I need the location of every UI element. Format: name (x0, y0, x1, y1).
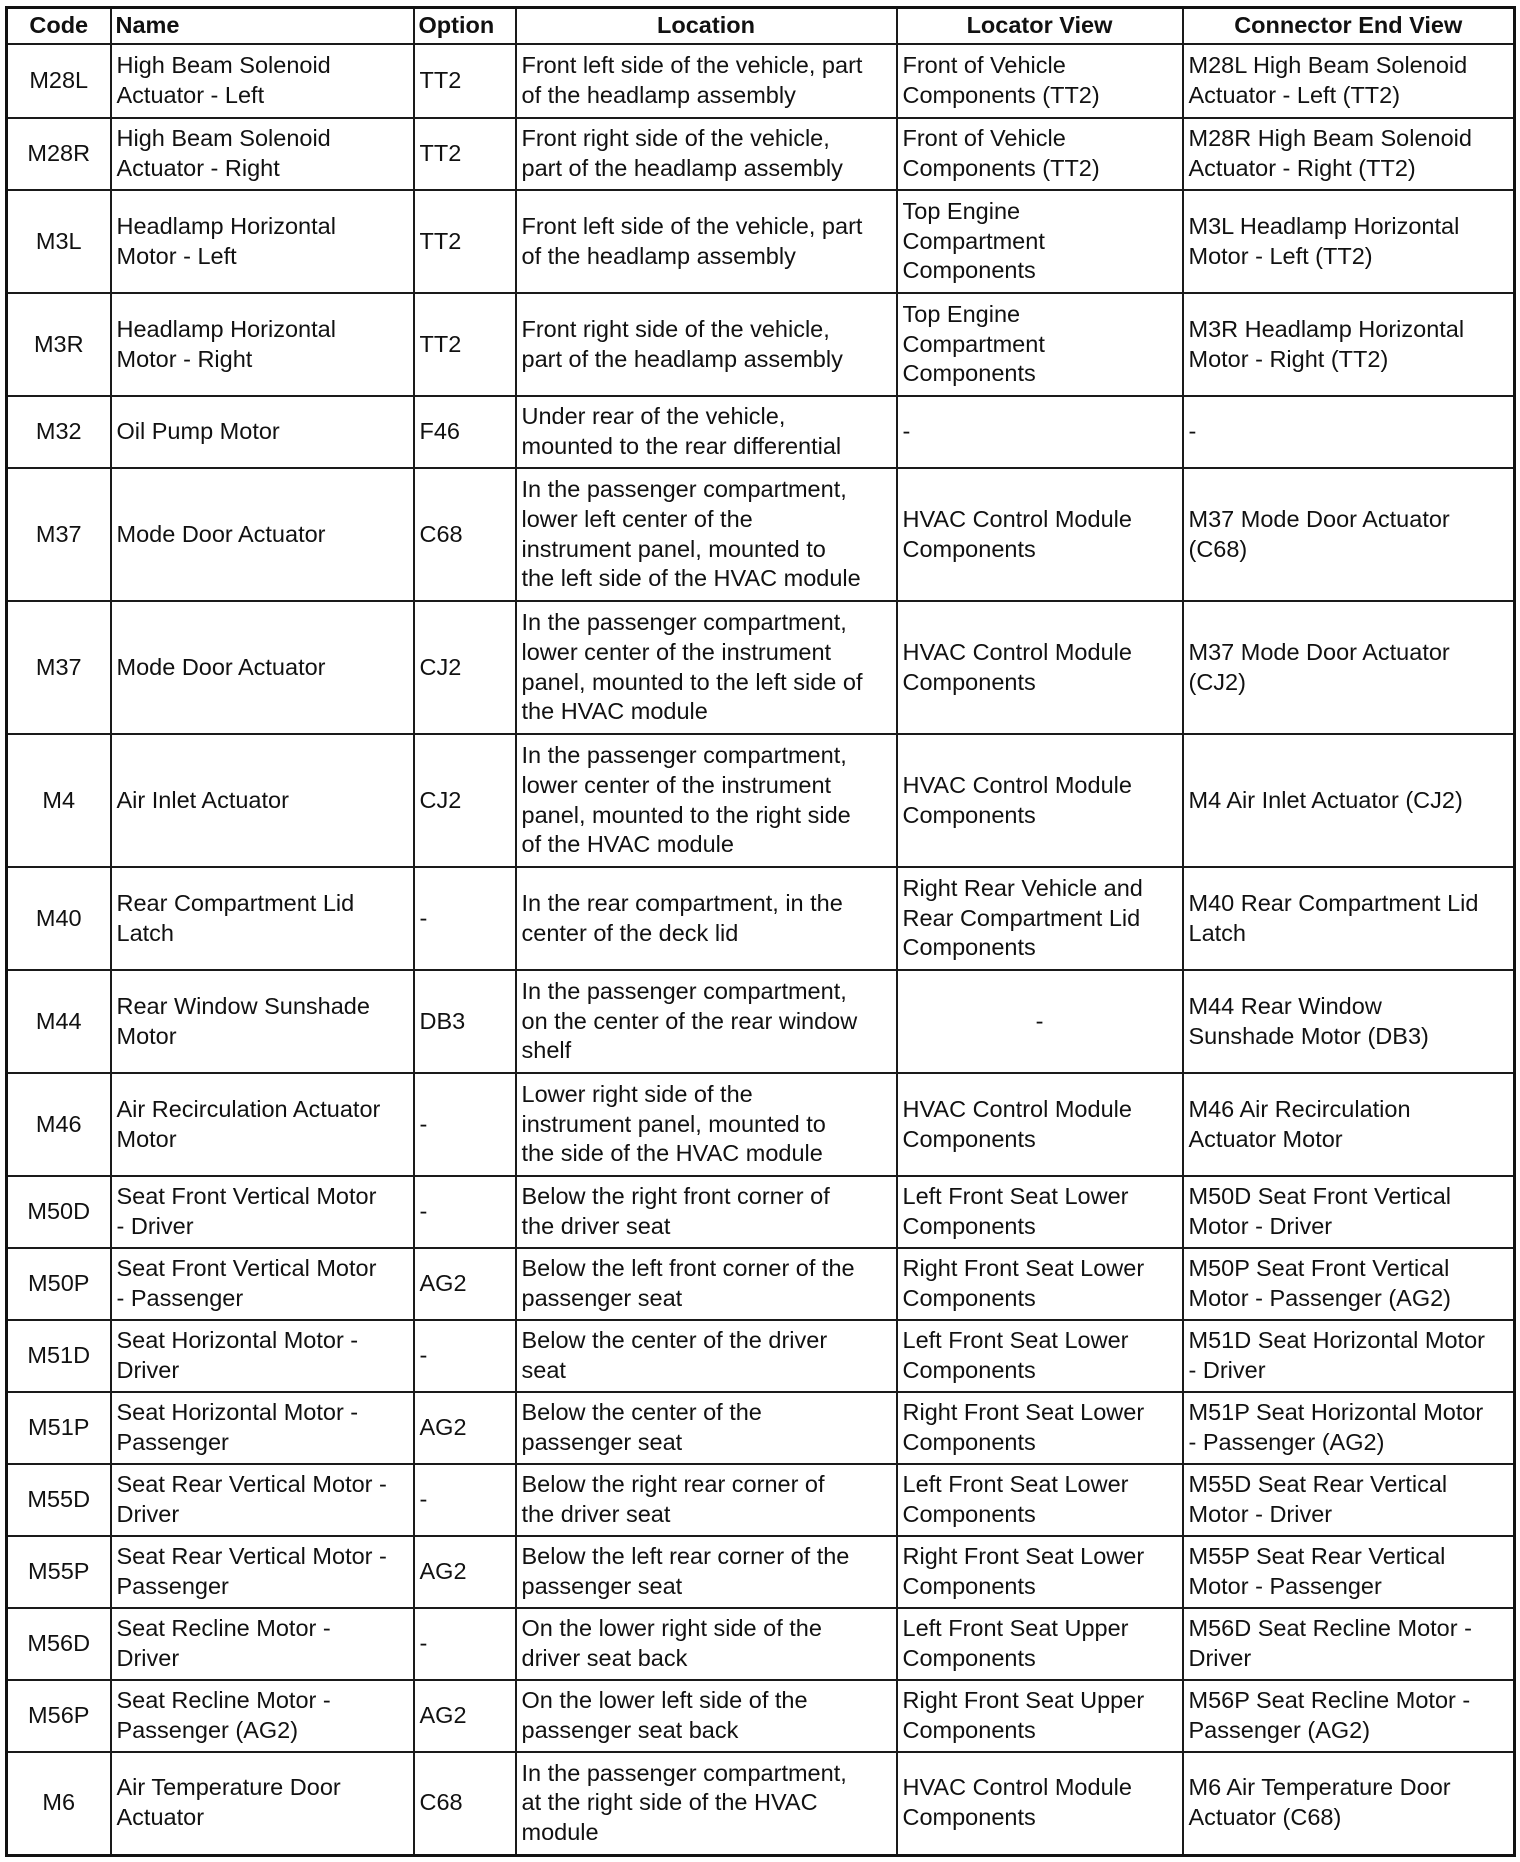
cell-locator-view: Front of Vehicle Components (TT2) (897, 44, 1183, 118)
cell-locator-view: Left Front Seat Lower Components (897, 1320, 1183, 1392)
component-locator-table-container (5, 6, 1516, 1857)
cell-option: F46 (414, 396, 516, 468)
cell-option: AG2 (414, 1680, 516, 1752)
cell-name: Seat Front Vertical Motor - Passenger (111, 1248, 414, 1320)
cell-name: Seat Horizontal Motor - Passenger (111, 1392, 414, 1464)
cell-name: High Beam Solenoid Actuator - Left (111, 44, 414, 118)
cell-locator-view: Right Front Seat Lower Components (897, 1392, 1183, 1464)
cell-locator-view: - (897, 970, 1183, 1073)
cell-locator-view: Front of Vehicle Components (TT2) (897, 118, 1183, 190)
cell-connector-end-view: M56P Seat Recline Motor - Passenger (AG2) (1183, 1680, 1515, 1752)
cell-code: M28R (7, 118, 111, 190)
table-row (7, 1073, 1515, 1176)
cell-locator-view: HVAC Control Module Components (897, 1073, 1183, 1176)
cell-locator-view: Left Front Seat Upper Components (897, 1608, 1183, 1680)
cell-option: AG2 (414, 1392, 516, 1464)
cell-location: Below the right rear corner of the driver seat (516, 1464, 897, 1536)
cell-code: M3L (7, 190, 111, 293)
cell-option: TT2 (414, 293, 516, 396)
cell-connector-end-view: M4 Air Inlet Actuator (CJ2) (1183, 734, 1515, 867)
cell-connector-end-view: M3R Headlamp Horizontal Motor - Right (TT2) (1183, 293, 1515, 396)
cell-connector-end-view: M55D Seat Rear Vertical Motor - Driver (1183, 1464, 1515, 1536)
cell-option: - (414, 867, 516, 970)
header-code: Code (7, 8, 111, 45)
cell-option: - (414, 1073, 516, 1176)
table-row (7, 1248, 1515, 1320)
cell-location: Below the center of the passenger seat (516, 1392, 897, 1464)
cell-connector-end-view: M51D Seat Horizontal Motor - Driver (1183, 1320, 1515, 1392)
cell-name: Mode Door Actuator (111, 601, 414, 734)
cell-connector-end-view: M46 Air Recirculation Actuator Motor (1183, 1073, 1515, 1176)
cell-location: In the passenger compartment, lower left center of the instrument panel, mounted to the left side of the HVAC module (516, 468, 897, 601)
cell-locator-view: Left Front Seat Lower Components (897, 1176, 1183, 1248)
cell-location: On the lower left side of the passenger seat back (516, 1680, 897, 1752)
cell-connector-end-view: M51P Seat Horizontal Motor - Passenger (AG2) (1183, 1392, 1515, 1464)
cell-location: Under rear of the vehicle, mounted to the rear differential (516, 396, 897, 468)
cell-option: AG2 (414, 1248, 516, 1320)
cell-connector-end-view: M28L High Beam Solenoid Actuator - Left (TT2) (1183, 44, 1515, 118)
cell-name: High Beam Solenoid Actuator - Right (111, 118, 414, 190)
header-locator-view: Locator View (897, 8, 1183, 45)
cell-location: Lower right side of the instrument panel, mounted to the side of the HVAC module (516, 1073, 897, 1176)
cell-locator-view: - (897, 396, 1183, 468)
cell-option: - (414, 1608, 516, 1680)
cell-code: M44 (7, 970, 111, 1073)
cell-code: M40 (7, 867, 111, 970)
table-row (7, 601, 1515, 734)
cell-connector-end-view: M56D Seat Recline Motor - Driver (1183, 1608, 1515, 1680)
cell-code: M50P (7, 1248, 111, 1320)
header-name: Name (111, 8, 414, 45)
cell-code: M28L (7, 44, 111, 118)
table-header (7, 8, 1515, 45)
cell-locator-view: HVAC Control Module Components (897, 734, 1183, 867)
table-row (7, 867, 1515, 970)
cell-location: Front right side of the vehicle, part of the headlamp assembly (516, 293, 897, 396)
table-body (7, 44, 1515, 1855)
cell-option: - (414, 1320, 516, 1392)
cell-option: AG2 (414, 1536, 516, 1608)
cell-code: M50D (7, 1176, 111, 1248)
table-row (7, 734, 1515, 867)
table-row (7, 190, 1515, 293)
table-row (7, 44, 1515, 118)
cell-location: In the passenger compartment, on the center of the rear window shelf (516, 970, 897, 1073)
cell-connector-end-view: - (1183, 396, 1515, 468)
cell-connector-end-view: M44 Rear Window Sunshade Motor (DB3) (1183, 970, 1515, 1073)
cell-name: Seat Recline Motor - Driver (111, 1608, 414, 1680)
cell-option: CJ2 (414, 734, 516, 867)
header-location: Location (516, 8, 897, 45)
cell-code: M55P (7, 1536, 111, 1608)
cell-code: M3R (7, 293, 111, 396)
cell-code: M56D (7, 1608, 111, 1680)
table-row (7, 396, 1515, 468)
cell-connector-end-view: M50D Seat Front Vertical Motor - Driver (1183, 1176, 1515, 1248)
table-row (7, 1464, 1515, 1536)
cell-connector-end-view: M40 Rear Compartment Lid Latch (1183, 867, 1515, 970)
cell-locator-view: Top Engine Compartment Components (897, 190, 1183, 293)
cell-location: In the passenger compartment, lower center of the instrument panel, mounted to the left side of the HVAC module (516, 601, 897, 734)
cell-locator-view: HVAC Control Module Components (897, 601, 1183, 734)
cell-code: M51P (7, 1392, 111, 1464)
cell-locator-view: Right Front Seat Upper Components (897, 1680, 1183, 1752)
cell-option: TT2 (414, 190, 516, 293)
table-row (7, 1320, 1515, 1392)
cell-code: M6 (7, 1752, 111, 1855)
cell-code: M55D (7, 1464, 111, 1536)
table-row (7, 118, 1515, 190)
cell-option: TT2 (414, 44, 516, 118)
table-row (7, 970, 1515, 1073)
cell-locator-view: HVAC Control Module Components (897, 468, 1183, 601)
cell-option: DB3 (414, 970, 516, 1073)
cell-location: Below the left front corner of the passenger seat (516, 1248, 897, 1320)
cell-location: Front left side of the vehicle, part of the headlamp assembly (516, 44, 897, 118)
cell-location: Front left side of the vehicle, part of the headlamp assembly (516, 190, 897, 293)
cell-option: TT2 (414, 118, 516, 190)
cell-code: M37 (7, 468, 111, 601)
cell-code: M37 (7, 601, 111, 734)
cell-location: In the rear compartment, in the center of the deck lid (516, 867, 897, 970)
cell-locator-view: HVAC Control Module Components (897, 1752, 1183, 1855)
cell-name: Oil Pump Motor (111, 396, 414, 468)
cell-code: M32 (7, 396, 111, 468)
cell-connector-end-view: M3L Headlamp Horizontal Motor - Left (TT2) (1183, 190, 1515, 293)
table-row (7, 468, 1515, 601)
cell-location: Below the right front corner of the driver seat (516, 1176, 897, 1248)
cell-location: Below the center of the driver seat (516, 1320, 897, 1392)
cell-code: M46 (7, 1073, 111, 1176)
cell-name: Air Inlet Actuator (111, 734, 414, 867)
cell-locator-view: Right Front Seat Lower Components (897, 1536, 1183, 1608)
header-option: Option (414, 8, 516, 45)
table-row (7, 1608, 1515, 1680)
cell-locator-view: Left Front Seat Lower Components (897, 1464, 1183, 1536)
cell-location: Below the left rear corner of the passenger seat (516, 1536, 897, 1608)
cell-option: - (414, 1464, 516, 1536)
cell-connector-end-view: M37 Mode Door Actuator (C68) (1183, 468, 1515, 601)
cell-name: Mode Door Actuator (111, 468, 414, 601)
cell-connector-end-view: M55P Seat Rear Vertical Motor - Passenger (1183, 1536, 1515, 1608)
cell-connector-end-view: M50P Seat Front Vertical Motor - Passenger (AG2) (1183, 1248, 1515, 1320)
table-row (7, 1176, 1515, 1248)
cell-name: Air Temperature Door Actuator (111, 1752, 414, 1855)
cell-connector-end-view: M6 Air Temperature Door Actuator (C68) (1183, 1752, 1515, 1855)
header-connector-end-view: Connector End View (1183, 8, 1515, 45)
cell-connector-end-view: M28R High Beam Solenoid Actuator - Right (TT2) (1183, 118, 1515, 190)
cell-option: C68 (414, 1752, 516, 1855)
cell-name: Seat Rear Vertical Motor - Passenger (111, 1536, 414, 1608)
cell-name: Rear Window Sunshade Motor (111, 970, 414, 1073)
cell-name: Rear Compartment Lid Latch (111, 867, 414, 970)
cell-name: Seat Recline Motor - Passenger (AG2) (111, 1680, 414, 1752)
cell-option: CJ2 (414, 601, 516, 734)
cell-code: M4 (7, 734, 111, 867)
cell-name: Air Recirculation Actuator Motor (111, 1073, 414, 1176)
table-row (7, 1536, 1515, 1608)
table-row (7, 1680, 1515, 1752)
cell-code: M56P (7, 1680, 111, 1752)
cell-location: Front right side of the vehicle, part of the headlamp assembly (516, 118, 897, 190)
cell-name: Seat Front Vertical Motor - Driver (111, 1176, 414, 1248)
component-locator-table (5, 6, 1516, 1857)
table-row (7, 1752, 1515, 1855)
cell-option: - (414, 1176, 516, 1248)
cell-locator-view: Top Engine Compartment Components (897, 293, 1183, 396)
cell-option: C68 (414, 468, 516, 601)
table-row (7, 1392, 1515, 1464)
cell-location: On the lower right side of the driver seat back (516, 1608, 897, 1680)
cell-locator-view: Right Rear Vehicle and Rear Compartment Lid Components (897, 867, 1183, 970)
cell-location: In the passenger compartment, at the right side of the HVAC module (516, 1752, 897, 1855)
cell-locator-view: Right Front Seat Lower Components (897, 1248, 1183, 1320)
cell-name: Seat Horizontal Motor - Driver (111, 1320, 414, 1392)
cell-name: Headlamp Horizontal Motor - Left (111, 190, 414, 293)
cell-location: In the passenger compartment, lower center of the instrument panel, mounted to the right side of the HVAC module (516, 734, 897, 867)
table-row (7, 293, 1515, 396)
cell-name: Seat Rear Vertical Motor - Driver (111, 1464, 414, 1536)
cell-name: Headlamp Horizontal Motor - Right (111, 293, 414, 396)
header-row (7, 8, 1515, 45)
cell-code: M51D (7, 1320, 111, 1392)
cell-connector-end-view: M37 Mode Door Actuator (CJ2) (1183, 601, 1515, 734)
